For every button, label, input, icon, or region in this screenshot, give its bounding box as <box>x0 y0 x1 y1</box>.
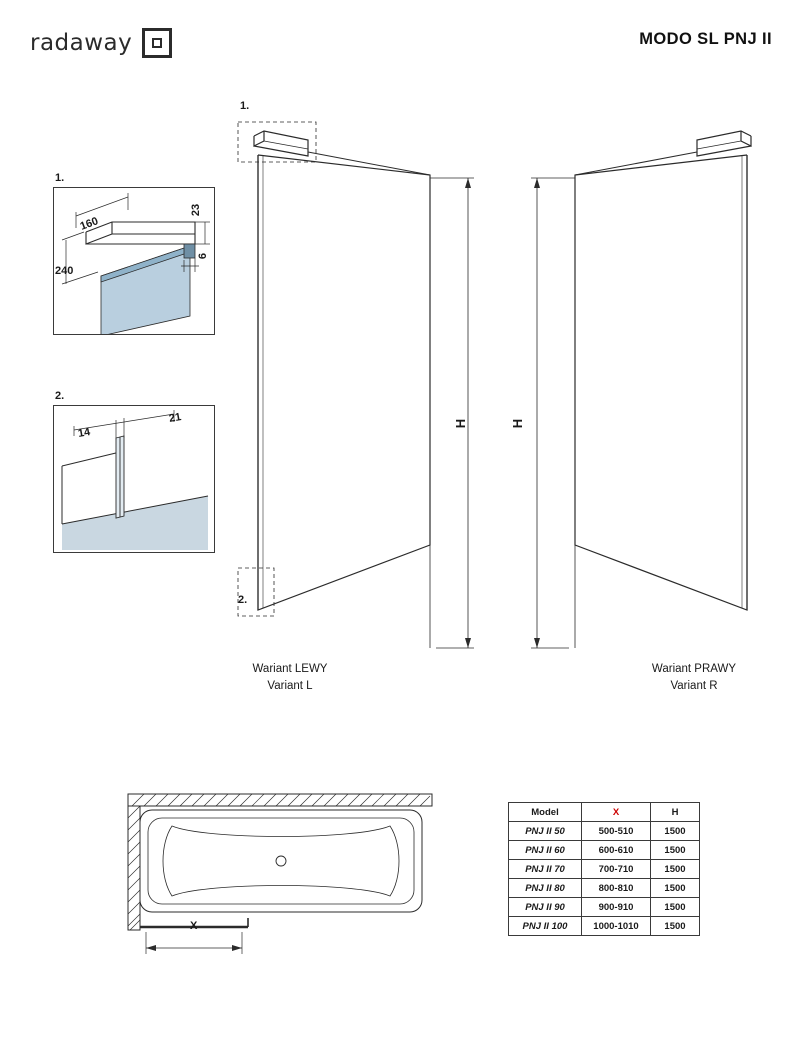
detail-2-step-number: 2. <box>55 390 65 402</box>
cell-model: PNJ II 90 <box>509 898 582 917</box>
cell-x: 500-510 <box>582 822 651 841</box>
height-label-right: H <box>510 418 526 429</box>
cell-model: PNJ II 70 <box>509 860 582 879</box>
page-title: MODO SL PNJ II <box>639 30 772 48</box>
cell-model: PNJ II 50 <box>509 822 582 841</box>
detail-2-dim-14: 14 <box>77 426 92 440</box>
detail-1-dim-240: 240 <box>55 265 74 277</box>
variant-right-drawing <box>505 100 775 660</box>
cell-h: 1500 <box>651 860 700 879</box>
column-header-h: H <box>651 803 700 822</box>
table-row <box>509 822 700 841</box>
plan-view-width-label: X <box>190 920 198 932</box>
variant-right-caption-line2: Variant R <box>670 680 718 692</box>
specification-table <box>508 802 700 936</box>
variant-right-caption <box>594 661 794 695</box>
column-header-x: X <box>582 803 651 822</box>
callout-1-label: 1. <box>240 100 250 112</box>
cell-x: 600-610 <box>582 841 651 860</box>
brand-logo <box>30 28 172 58</box>
detail-1-dim-160: 160 <box>78 215 100 233</box>
plan-view-drawing <box>110 782 450 962</box>
cell-model: PNJ II 80 <box>509 879 582 898</box>
table-row <box>509 841 700 860</box>
detail-2-dim-21: 21 <box>168 411 183 425</box>
cell-x: 1000-1010 <box>582 917 651 936</box>
detail-1-step-number: 1. <box>55 172 65 184</box>
column-header-model: Model <box>509 803 582 822</box>
cell-h: 1500 <box>651 898 700 917</box>
variant-left-drawing <box>230 100 500 660</box>
table-row <box>509 917 700 936</box>
variant-left-caption-line1: Wariant LEWY <box>252 663 328 675</box>
height-label-left: H <box>453 418 469 429</box>
cell-h: 1500 <box>651 822 700 841</box>
detail-1-dim-23: 23 <box>190 203 203 217</box>
cell-h: 1500 <box>651 917 700 936</box>
table-header-row <box>509 803 700 822</box>
table-row <box>509 860 700 879</box>
callout-2-label: 2. <box>238 594 248 606</box>
table-row <box>509 879 700 898</box>
cell-x: 800-810 <box>582 879 651 898</box>
square-in-square-logo-icon <box>142 28 172 58</box>
cell-model: PNJ II 60 <box>509 841 582 860</box>
detail-1-dim-6: 6 <box>197 252 210 260</box>
variant-left-caption-line2: Variant L <box>267 680 313 692</box>
table-row <box>509 898 700 917</box>
cell-h: 1500 <box>651 879 700 898</box>
cell-x: 900-910 <box>582 898 651 917</box>
variant-right-caption-line1: Wariant PRAWY <box>651 663 737 675</box>
cell-model: PNJ II 100 <box>509 917 582 936</box>
brand-name: radaway <box>30 30 133 56</box>
variant-left-caption <box>190 661 390 695</box>
cell-h: 1500 <box>651 841 700 860</box>
cell-x: 700-710 <box>582 860 651 879</box>
